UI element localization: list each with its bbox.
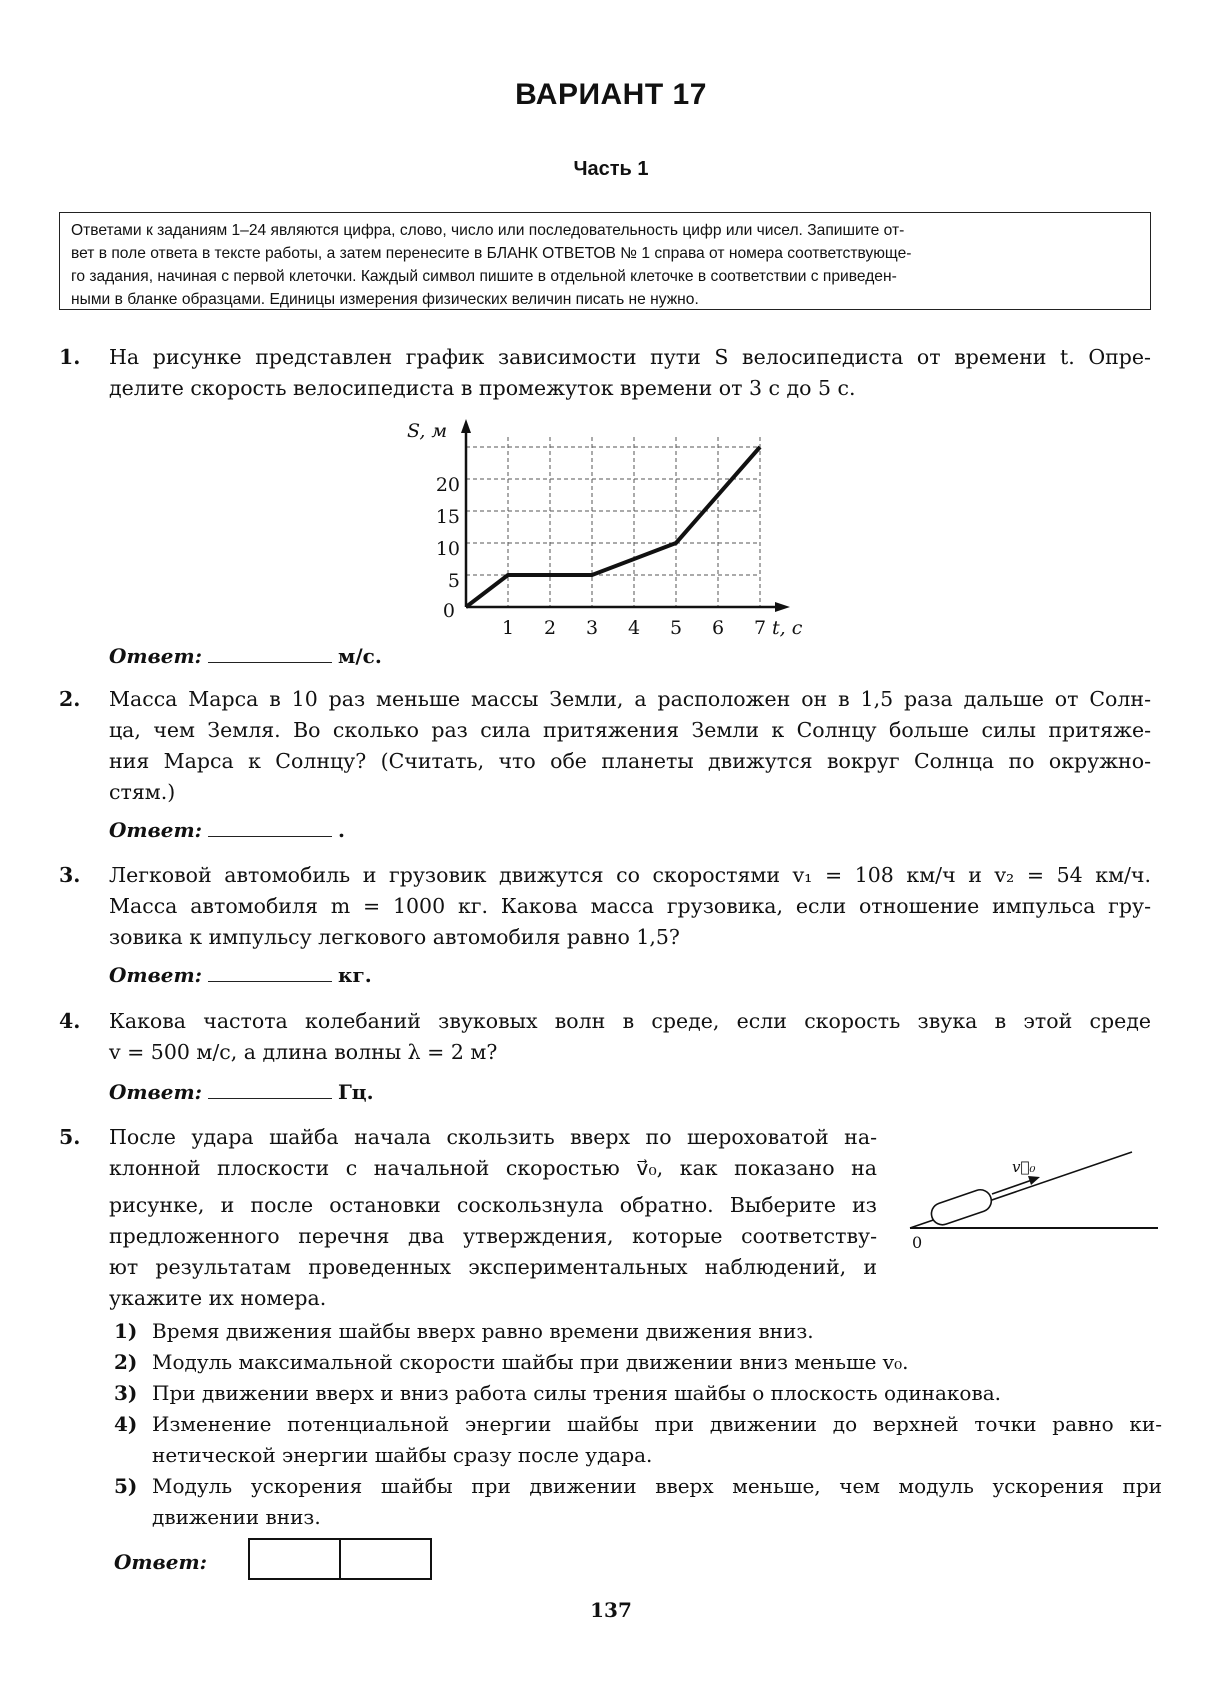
question-5-line: клонной плоскости с начальной скоростью v⃗₀, как показано на [109,1156,877,1180]
x-tick: 3 [585,617,599,639]
x-tick: 7 [753,617,767,639]
answer-label: Ответ: [109,963,202,987]
question-3-text [109,860,1151,953]
answer-unit: Гц. [338,1080,374,1104]
answer-label: Ответ: [109,1080,202,1104]
question-5-options [114,1316,1162,1533]
vector-label: v⃗₀ [1012,1158,1036,1176]
puck-icon [928,1187,994,1228]
question-2-line: ца, чем Земля. Во сколько раз сила притяжения Земли к Солнцу больше силы притяже- [109,718,1151,742]
x-axis-label: t, с [772,617,803,639]
question-3-line: Масса автомобиля m = 1000 кг. Какова масса грузовика, если отношение импульса гру- [109,894,1151,918]
question-2-line: Масса Марса в 10 раз меньше массы Земли, а расположен он в 1,5 раза дальше от Солн- [109,687,1151,711]
y-tick: 10 [435,538,460,560]
y-axis-label: S, м [407,420,448,442]
x-tick: 6 [711,617,725,639]
question-5-line: укажите их номера. [109,1286,327,1310]
instructions-line: го задания, начиная с первой клеточки. Каждый символ пишите в отдельной клеточке в соответствии с приведен- [71,268,897,285]
y-tick-origin: 0 [442,600,455,622]
question-5-line: рисунке, и после остановки соскользнула обратно. Выберите из [109,1193,877,1217]
question-4-text [109,1006,1151,1068]
answer-unit: м/с. [338,644,382,668]
part-heading: Часть 1 [573,158,649,180]
option-item: 2) Модуль максимальной скорости шайбы при движении вниз меньше v₀. [114,1350,909,1374]
question-2-line: стям.) [109,780,176,804]
instructions-line: вет в поле ответа в тексте работы, а затем перенесите в БЛАНК ОТВЕТОВ № 1 справа от номера соответствующе- [71,245,912,262]
origin-label: 0 [912,1233,923,1252]
x-tick: 1 [501,617,515,639]
instructions-line: ными в бланке образцами. Единицы измерения физических величин писать не нужно. [71,291,699,308]
question-5-line: ют результатам проведенных экспериментальных наблюдений, и [109,1255,877,1279]
question-5-text [109,1122,877,1314]
question-1-answer [109,644,382,668]
question-1-number: 1. [59,345,81,369]
question-2-line: ния Марса к Солнцу? (Считать, что обе планеты движутся вокруг Солнца по окружно- [109,749,1151,773]
variant-title: ВАРИАНТ 17 [515,78,707,111]
question-2-answer [109,818,345,842]
answer-label: Ответ: [109,644,202,668]
instructions-box [59,212,1151,310]
option-item: 3) При движении вверх и вниз работа силы трения шайбы о плоскость одинакова. [114,1381,1002,1405]
x-tick: 2 [543,617,557,639]
x-tick: 5 [669,617,683,639]
question-2-text [109,684,1151,808]
question-3-line: Легковой автомобиль и грузовик движутся со скоростями v₁ = 108 км/ч и v₂ = 54 км/ч. [109,863,1151,887]
y-tick: 5 [447,570,460,592]
question-5-line: После удара шайба начала скользить вверх по шероховатой на- [109,1125,877,1149]
answer-unit: кг. [338,963,372,987]
question-3-line: зовика к импульсу легкового автомобиля равно 1,5? [109,925,680,949]
x-tick: 4 [627,617,641,639]
inclined-plane-figure [900,1140,1170,1260]
answer-4-input[interactable] [208,1080,332,1099]
answer-label: Ответ: [109,818,202,842]
question-4-number: 4. [59,1009,81,1033]
question-1-line: На рисунке представлен график зависимости пути S велосипедиста от времени t. Опре- [109,345,1151,369]
velocity-vector [992,1180,1032,1194]
answer-unit: . [338,818,345,842]
question-5-answer-label: Ответ: [114,1550,207,1574]
option-item: 1) Время движения шайбы вверх равно времени движения вниз. [114,1319,814,1343]
question-1-text [109,342,1151,404]
chart-series-line [466,447,760,607]
question-4-line: Какова частота колебаний звуковых волн в среде, если скорость звука в этой среде [109,1009,1151,1033]
answer-1-input[interactable] [208,644,332,663]
chart-grid [466,437,760,607]
y-tick: 20 [435,474,460,496]
question-4-answer [109,1080,374,1104]
question-4-line: v = 500 м/с, а длина волны λ = 2 м? [109,1040,498,1064]
answer-2-input[interactable] [208,818,332,837]
option-item: 5) Модуль ускорения шайбы при движении вверх меньше, чем модуль ускорения при движении вниз. [114,1474,1162,1529]
page-number: 137 [590,1598,632,1622]
chart-axes [461,419,790,612]
question-1-line: делите скорость велосипедиста в промежуток времени от 3 с до 5 с. [109,376,856,400]
answer-5-cell-2[interactable] [339,1538,432,1580]
question-3-number: 3. [59,863,81,887]
distance-time-chart [385,415,825,645]
question-5-number: 5. [59,1125,81,1149]
answer-3-input[interactable] [208,963,332,982]
option-item: 4) Изменение потенциальной энергии шайбы при движении до верхней точки равно ки- нетической энергии шайбы сразу после удара. [114,1412,1162,1467]
instructions-line: Ответами к заданиям 1–24 являются цифра, слово, число или последовательность цифр или чисел. Запишите от- [71,222,905,239]
question-3-answer [109,963,372,987]
y-tick: 15 [435,506,460,528]
question-2-number: 2. [59,687,81,711]
answer-5-cell-1[interactable] [248,1538,341,1580]
question-5-line: предложенного перечня два утверждения, которые соответству- [109,1224,877,1248]
